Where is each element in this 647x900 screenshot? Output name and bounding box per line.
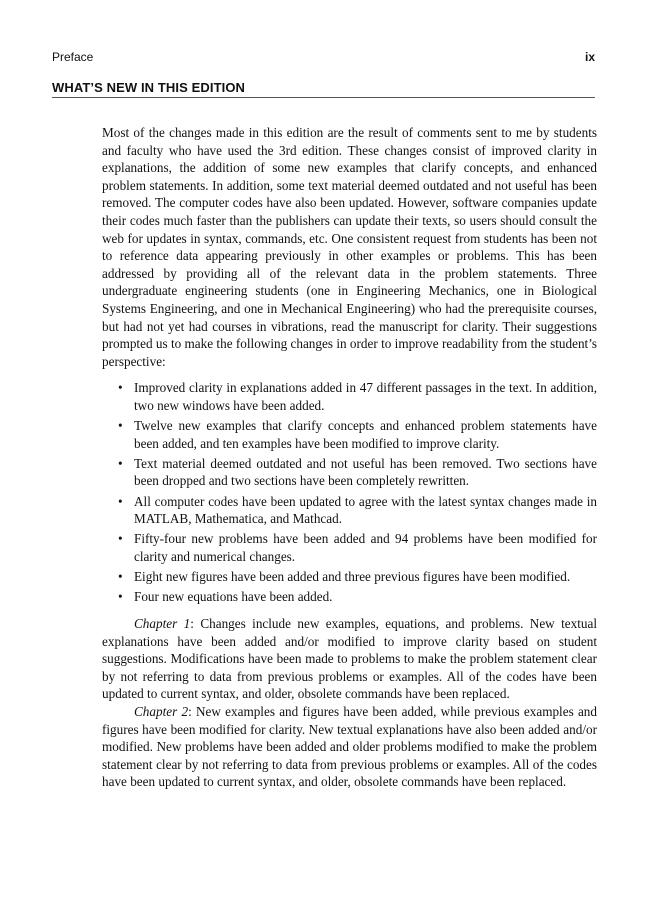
bullet-icon: • [118,380,123,396]
chapter-1-label: Chapter 1 [134,616,191,631]
chapter-2-paragraph [102,703,597,791]
chapter-2-label: Chapter 2 [134,703,189,719]
list-item-text: Text material deemed outdated and not useful has been removed. Two sections have been dropped and two sections have been completely rewritten. [134,455,597,489]
bullet-icon: • [118,531,123,547]
list-item [102,588,597,606]
changes-list [102,379,597,606]
list-item-text: Four new equations have been added. [134,589,333,605]
running-head [52,50,595,66]
list-item-text: Fifty-four new problems have been added and 94 problems have been modified for clarity and numerical changes. [134,531,597,565]
list-item [102,493,597,528]
list-item-text: All computer codes have been updated to agree with the latest syntax changes made in MATLAB, Mathematica, and Mathcad. [134,493,597,527]
list-item [102,455,597,490]
bullet-icon: • [118,569,123,585]
list-item [102,379,597,414]
list-item-text: Eight new figures have been added and three previous figures have been modified. [134,569,571,585]
bullet-icon: • [118,455,123,471]
section-heading: WHAT’S NEW IN THIS EDITION [52,80,595,98]
list-item [102,530,597,565]
chapter-1-text: : Changes include new examples, equations, and problems. New textual explanations have been added and/or modified to improve clarity based on student suggestions. Modifications have been made to problems to make the problem statement clear by not referring to data from previous problems or examples. All of the codes have been updated to current syntax, and older, obsolete commands have been replaced. [102,616,597,702]
intro-paragraph: Most of the changes made in this edition are the result of comments sent to me by students and faculty who have used the 3rd edition. These changes consist of improved clarity in explanations, the addition of some new examples that clarify concepts, and enhanced problem statements. In addition, some text material deemed outdated and not useful has been removed. The computer codes have also been updated. However, software companies update their codes much faster than the publishers can update their texts, so users should consult the web for updates in syntax, commands, etc. One consistent request from students has been not to reference data appearing previously in other examples or problems. This has been addressed by providing all of the relevant data in the problem statements. Three undergraduate engineering students (one in Engineering Mechanics, one in Biological Systems Engineering, and one in Mechanical Engineering) who had the prerequisite courses, but had not yet had courses in vibrations, read the manuscript for clarity. Their suggestions prompted us to make the following changes in order to improve readability from the student’s perspective: [102,125,597,369]
chapter-2-text: : New examples and figures have been added, while previous examples and figures have been modified for clarity. New textual explanations have also been added and/or modified. New problems have been added and older problems modified to make the problem statement clear by not referring to data from previous problems or examples. All of the codes have been updated to current syntax, and older, obsolete commands have been replaced. [102,703,597,790]
list-item-text: Improved clarity in explanations added in 47 different passages in the text. In addition, two new windows have been added. [134,380,597,413]
bullet-icon: • [118,418,123,434]
chapter-1-paragraph [102,615,597,703]
running-head-title: Preface [52,50,94,64]
bullet-icon: • [118,589,123,605]
page-number: ix [584,50,595,64]
list-item-text: Twelve new examples that clarify concepts and enhanced problem statements have been added, and ten examples have been modified to improve clarity. [134,418,597,451]
bullet-icon: • [118,493,123,509]
list-item [102,417,597,452]
list-item [102,568,597,586]
body-text [102,124,597,791]
